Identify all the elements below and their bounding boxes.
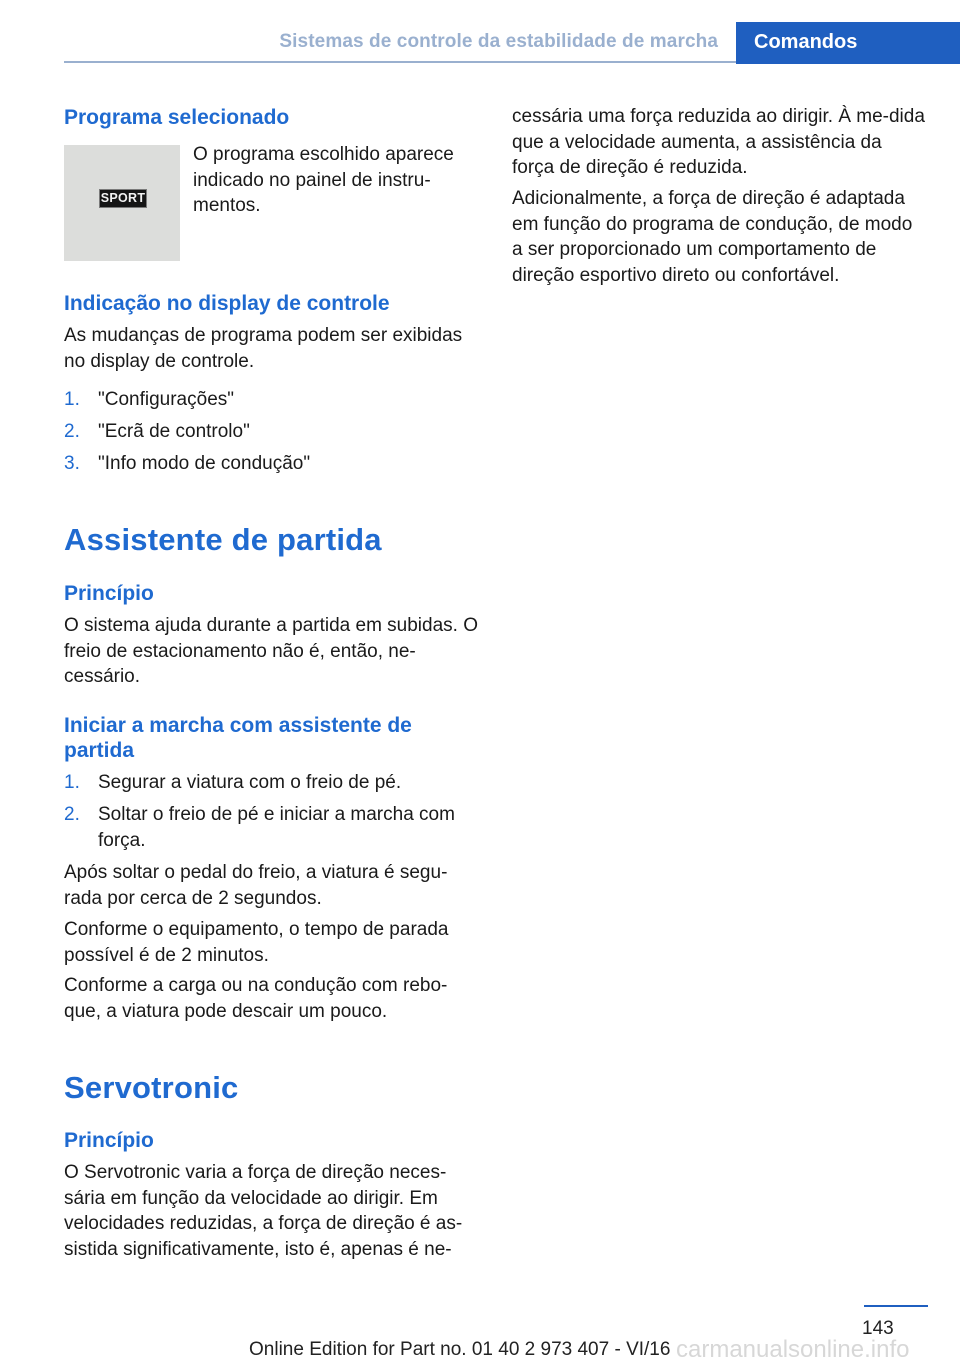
- paragraph-conforme-carga: Conforme a carga ou na condução com rebo-que, a viatura pode descair um pouco.: [64, 975, 448, 1022]
- section-title: Sistemas de controle da estabilidade de marcha: [279, 31, 718, 52]
- paragraph-servotronic: O Servotronic varia a força de direção neces-sária em função da velocidade ao dirigir. Em velocidades reduzidas, a força de direção é as-sistida significativamente, isto é, apenas é ne-: [64, 1162, 463, 1260]
- list-number: 3.: [64, 453, 80, 474]
- list-text: Segurar a viatura com o freio de pé.: [98, 772, 402, 793]
- heading-programa-selecionado: Programa selecionado: [64, 106, 290, 129]
- edition-note: Online Edition for Part no. 01 40 2 973 407 - VI/16: [249, 1339, 671, 1360]
- paragraph-apos-soltar: Após soltar o pedal do freio, a viatura é segu-rada por cerca de 2 segundos.: [64, 862, 448, 909]
- list-text: "Info modo de condução": [98, 453, 311, 474]
- paragraph-principio-assistente: O sistema ajuda durante a partida em subidas. O freio de estacionamento não é, então, ne-cessário.: [64, 615, 479, 687]
- heading-servotronic: Servotronic: [64, 1070, 239, 1105]
- heading-indicacao-display: Indicação no display de controle: [64, 292, 390, 315]
- list-number: 1.: [64, 772, 80, 793]
- list-number: 2.: [64, 421, 80, 442]
- paragraph-programa: O programa escolhido aparece indicado no painel de instru-mentos.: [193, 144, 454, 216]
- heading-principio: Princípio: [64, 1129, 154, 1152]
- paragraph-adicionalmente: Adicionalmente, a força de direção é adaptada em função do programa de condução, de modo a ser proporcionado um comportamento de direção esportivo direto ou confortável.: [512, 188, 913, 286]
- sport-badge-icon: SPORT: [99, 189, 147, 208]
- heading-iniciar-marcha: Iniciar a marcha com assistente de partida: [64, 714, 412, 762]
- list-number: 1.: [64, 389, 80, 410]
- footer-divider: [864, 1305, 928, 1307]
- list-text: Soltar o freio de pé e iniciar a marcha com força.: [98, 804, 455, 851]
- list-text: "Ecrã de controlo": [98, 421, 250, 442]
- page-header: [0, 0, 960, 64]
- paragraph-servotronic-continued: cessária uma força reduzida ao dirigir. À me-dida que a velocidade aumenta, a assistência da força de direção é reduzida.: [512, 106, 925, 178]
- header-divider: [64, 61, 736, 63]
- heading-principio: Princípio: [64, 582, 154, 605]
- list-text: "Configurações": [98, 389, 235, 410]
- paragraph-conforme-equipamento: Conforme o equipamento, o tempo de parada possível é de 2 minutos.: [64, 919, 449, 966]
- chapter-tab: Comandos: [736, 22, 960, 64]
- heading-assistente-de-partida: Assistente de partida: [64, 522, 382, 557]
- sport-indicator-image: [64, 145, 180, 261]
- watermark: carmanualsonline.info: [676, 1336, 910, 1363]
- page-number: 143: [862, 1318, 894, 1339]
- list-number: 2.: [64, 804, 80, 825]
- paragraph-indicacao: As mudanças de programa podem ser exibidas no display de controle.: [64, 325, 463, 372]
